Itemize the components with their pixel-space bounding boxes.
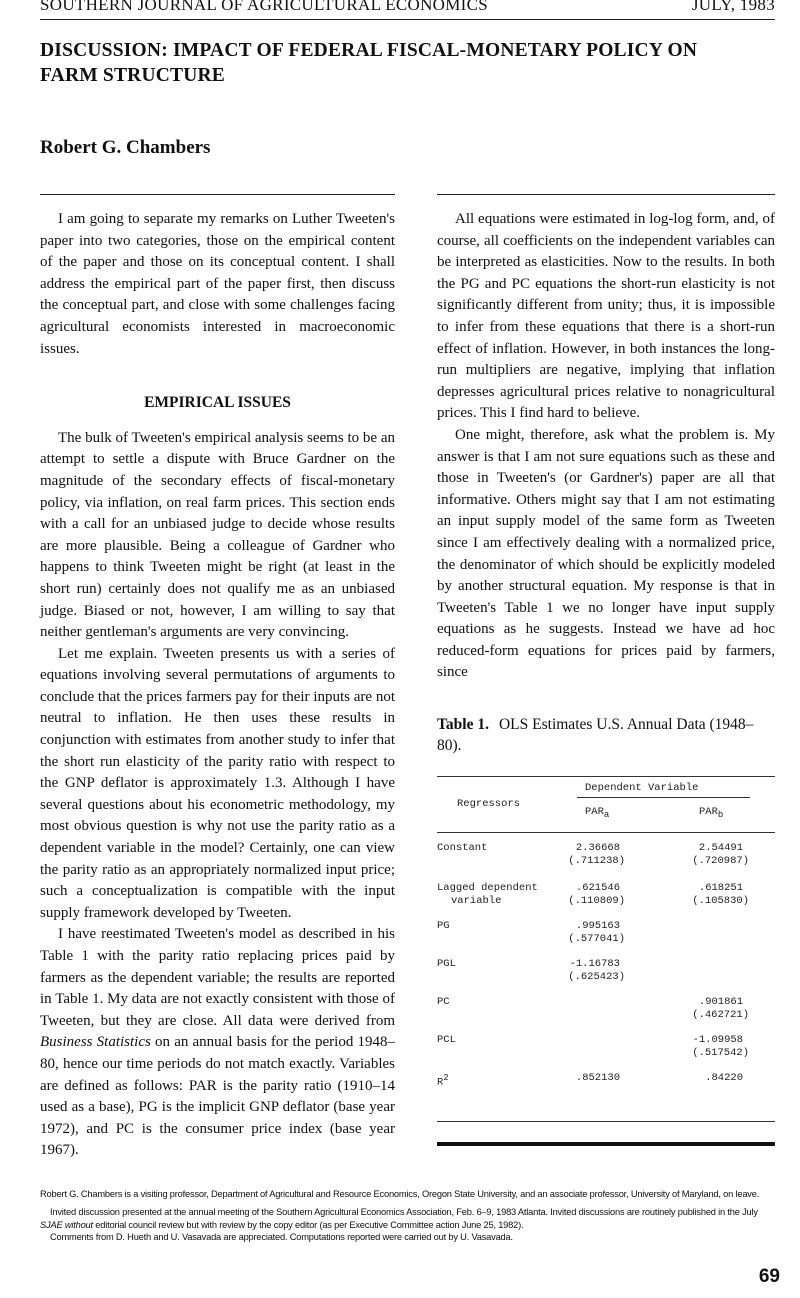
spanner-header: Dependent Variable (585, 782, 699, 795)
row-label: Lagged dependent (437, 882, 538, 895)
row-label: PC (437, 996, 450, 1009)
coef-a: .852130 (575, 1072, 620, 1085)
row-label: $R^2$ (437, 1073, 449, 1089)
table-caption-text: OLS Estimates U.S. Annual Data (1948–80). (437, 716, 754, 755)
stderr-b: (.462721) (692, 1009, 749, 1022)
header-rule (437, 832, 775, 833)
coef-a: .621546 (575, 882, 620, 895)
article-title: DISCUSSION: IMPACT OF FEDERAL FISCAL-MONETARY POLICY ON FARM STRUCTURE (40, 40, 698, 86)
article-body (40, 0, 775, 1162)
left-column (40, 209, 395, 1162)
table-caption (437, 714, 775, 756)
table-label: Table 1. (437, 716, 489, 734)
text: I have reestimated Tweeten's model as described in his Table 1 with the parity ratio replacing prices paid by farmers as the dependent variable; the results are reported in Table 1. My data are not exactly consistent with those of Tweeten, but they are close. All data were derived from (40, 926, 395, 1029)
row-label: PCL (437, 1034, 456, 1047)
table-end-rule (437, 1142, 775, 1146)
stderr-a: (.711238) (568, 855, 625, 868)
superscript: 2 (443, 1073, 449, 1084)
stub-header: Regressors (457, 798, 521, 811)
spanner-rule (577, 797, 750, 798)
paragraph: All equations were estimated in log-log form, and, of course, all coefficients on the independent variables can be interpreted as elasticities. Now to the results. In both the PG and PC equations the short-run elasticity is not significantly different from unity; thus, it is impossible to infer from these equations that there is a short-run effect of inflation. However, in both instances the long-run multipliers are negative, implying that inflation depresses agricultural prices relative to nonagricultural prices. This I find hard to believe. (437, 211, 775, 422)
coef-b: .618251 (698, 882, 743, 895)
coef-b: 2.54491 (698, 842, 743, 855)
footnotes (40, 1188, 780, 1298)
paragraph: The bulk of Tweeten's empirical analysis seems to be an attempt to settle a dispute with Bruce Gardner on the magnitude of the secondary effects of fiscal-monetary policy, via inflation, on real farm prices. This section ends with a call for an unbiased judge to decide whose results are more plausible. Being a colleague of Gardner who happens to think Tweeten might be right (at least in the short run) certainly does not qualify me as an unbiased judge. Biased or not, however, I am willing to say that neither gentleman's arguments are very convincing. (40, 429, 395, 641)
column-header-a: $PAR_a$ (585, 806, 610, 821)
coef-b: -1.09958 (692, 1034, 743, 1047)
text: on an annual basis for the period 1948–80, hence our time periods do not match exactly. Variables are defined as follows: PAR is the parity ratio (1910–14 used as a base), PG is the implicit GNP deflator (base year 1972), and PC is the consumer price index (base year 1967). (40, 1034, 395, 1159)
stderr-b: (.105830) (692, 895, 749, 908)
page-number: 69 (758, 1265, 780, 1287)
stderr-b: (.517542) (692, 1047, 749, 1060)
paragraph: One might, therefore, ask what the problem is. My answer is that I am not sure equations such as these and those in Tweeten's (or Gardner's) paper are all that informative. Others might say that I am not estimating an input supply model of the same form as Tweeten since I am effectively dealing with a normalized price, the denominator of which should be explicitly modeled by another structural equation. My response is that in Tweeten's Table 1 we no longer have input supply equations as he suggests. Instead we have ad hoc reduced-form equations for prices paid by farmers, since (437, 426, 775, 681)
results-table (437, 776, 775, 1148)
right-column (437, 209, 775, 1148)
stderr-a: (.577041) (568, 933, 625, 946)
row-label: Constant (437, 842, 488, 855)
italic-source-title: Business Statistics (40, 1034, 151, 1051)
row-label-continued: variable (451, 895, 502, 908)
stderr-b: (.720987) (692, 855, 749, 868)
coef-b: .901861 (698, 996, 743, 1009)
footnote-author: Robert G. Chambers is a visiting professor, Department of Agricultural and Resource Economics, Oregon State University, and an associate professor, University of Maryland, on leave. (40, 1188, 760, 1199)
issue-date: JULY, 1983 (691, 0, 775, 14)
footnote-acknowledgments: Comments from D. Hueth and U. Vasavada are appreciated. Computations reported were carried out by U. Vasavada. (50, 1232, 513, 1243)
column-header-b: $PAR_b$ (699, 806, 724, 821)
coef-a: 2.36668 (575, 842, 620, 855)
row-label: PG (437, 920, 450, 933)
coef-a: -1.16783 (569, 958, 620, 971)
coef-b: .84220 (705, 1072, 743, 1085)
paragraph (40, 924, 395, 1162)
coef-a: .995163 (575, 920, 620, 933)
stderr-a: (.625423) (568, 971, 625, 984)
table-bottom-rule (437, 1121, 775, 1122)
section-heading: EMPIRICAL ISSUES (144, 394, 291, 412)
stderr-a: (.110809) (568, 895, 625, 908)
row-label: PGL (437, 958, 456, 971)
journal-name: SOUTHERN JOURNAL OF AGRICULTURAL ECONOMICS (40, 0, 489, 14)
paragraph: Let me explain. Tweeten presents us with a series of equations involving several permutations of arguments to conclude that the prices farmers pay for their inputs are not neutral to inflation. He then uses these results in conjunction with estimates from another study to infer that the short run elasticity of the parity ratio with respect to the GNP deflator is approximately 1.3. Although I have several questions about his econometric methodology, my most obvious question is why not use the parity ratio as a dependent variable in the model? Certainly, one can view the parity ratio as an appropriately normalized input price; such a conceptualization is compatible with the input supply framework developed by Tweeten. (40, 645, 395, 921)
paragraph: I am going to separate my remarks on Luther Tweeten's paper into two categories, those on the empirical content of the paper and those on its conceptual content. I shall address the empirical part of the paper first, then discuss the conceptual part, and close with some challenges facing agricultural economists interested in macroeconomic issues. (40, 211, 395, 357)
footnote-invited: Invited discussion presented at the annual meeting of the Southern Agricultural Economics Association, Feb. 6–9, 1983 Atlanta. Invited discussions are routinely published in the July SJAE without editorial council review but with review by the copy editor (as per Executive Committee action June 25, 1982). (40, 1207, 758, 1230)
author-name: Robert G. Chambers (40, 137, 211, 158)
table-top-rule (437, 776, 775, 777)
